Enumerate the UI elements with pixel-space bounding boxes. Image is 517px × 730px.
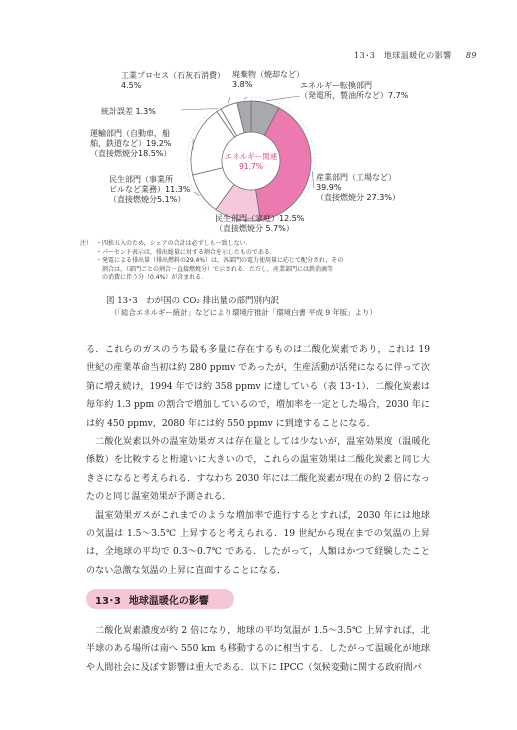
note-text: ・発電による排出量（排出燃料の29.4%）は，各部門の電力使用量に応じて配分され，その <box>96 257 344 265</box>
slice-label: 統計誤差 1.3% <box>101 107 156 116</box>
section-body <box>86 622 430 677</box>
note-text: 割合は，（部門ごとの割合－直接燃焼分）で示される．ただし，産業部門には鉄消滴等 <box>96 265 334 273</box>
slice-label: 運輸部門（自動車，船舶，鉄道など）19.2%（直接燃焼分18.5%） <box>90 129 172 158</box>
figure-source: （「総合エネルギー統計」などにより環境庁推計「環境白書 平成 9 年版」より） <box>110 308 377 317</box>
note-lead <box>80 249 96 258</box>
header-title: 13･3 地球温暖化の影響 <box>354 51 452 60</box>
note-line <box>80 249 480 258</box>
body-paragraph-1: る．これらのガスのうち最も多量に存在するものは二酸化炭素であり，これは 19 世紀の産業革命当初は約 280 ppmv であったが，生産活動が活発になるに伴って次第に増え続け，1994 年では約 358 ppmv に達している（表 13･1）．二酸化炭素は毎年約 1.3 ppm の割合で増加しているので，増加率を一定とした場合，2030 年には約 450 ppmv，2080 年には約 550 ppmv に到達することになる． <box>86 345 430 429</box>
body-paragraph-2: 二酸化炭素以外の温室効果ガスは存在量としては少ないが，温室効果度（温暖化係数）を比較すると桁違いに大きいので，これらの温室効果は二酸化炭素と同じ大きさになると考えられる．すなわち 2030 年には二酸化炭素が現在の約 2 倍になったのと同じ温室効果が予測される． <box>86 437 430 503</box>
body-paragraph-3: 温室効果ガスがこれまでのような増加率で進行するとすれば，2030 年には地球の気温は 1.5～3.5℃ 上昇すると考えられる．19 世紀から現在までの気温の上昇は，全地球の平均で 0.3～0.7℃ である．したがって，人類はかつて経験したことのない急激な気温の上昇に直面することになる． <box>86 510 430 576</box>
slice-label: 産業部門（工場など） 39.9%（直接燃焼分 27.3%） <box>316 173 400 202</box>
section-paragraph: 二酸化炭素濃度が約 2 倍になり，地球の平均気温が 1.5～3.5℃ 上昇すれば，北半球のある場所は南へ 550 km も移動するのに相当する．したがって温暖化が地球や人間社会に及ぼす影響は重大である．以下に IPCC（気候変動に関する政府間パ <box>86 626 430 673</box>
section-number: 13･3 <box>95 595 121 607</box>
note-text: の消費に伴う分（0.4%）が含まれる． <box>96 274 208 282</box>
note-line <box>80 240 480 249</box>
body-text <box>86 341 430 580</box>
page-number: 89 <box>465 51 477 60</box>
slice-label: 工業プロセス（石灰石消費） 4.5% <box>121 71 225 90</box>
figure-caption: 図 13･3 わが国の CO₂ 排出量の部門別内訳 <box>106 296 279 306</box>
slice-label: エネルギー転換部門（発電所，製油所など）7.7% <box>300 81 409 100</box>
section-heading <box>86 589 234 609</box>
note-lead: 注） <box>80 240 93 247</box>
leader-line <box>181 109 218 110</box>
slice-label: 廃棄物（焼却など） 3.8% <box>232 70 304 89</box>
note-text: ・パーセント表示は，排出総量に対する割合を示したものである． <box>96 248 276 256</box>
figure-notes <box>80 240 480 283</box>
co2-sector-donut-chart <box>0 0 517 240</box>
note-lead <box>80 266 96 275</box>
donut-center-label: エネルギー関連 91.7% <box>224 152 278 171</box>
note-line <box>80 257 480 266</box>
slice-label: 民生部門（家庭）12.5%（直接燃焼分 5.7%） <box>215 214 305 233</box>
slice-label: 民生部門（事業所ビルなど業務）11.3%（直接燃焼分5.1%） <box>109 175 191 204</box>
note-text: ・四捨五入のため，シェアの合計は必ずしも一致しない． <box>96 240 252 247</box>
leader-line <box>244 97 247 99</box>
section-title: 地球温暖化の影響 <box>128 595 209 607</box>
note-lead <box>80 274 96 283</box>
note-line <box>80 274 480 283</box>
note-lead <box>80 257 96 266</box>
leader-line <box>228 97 230 103</box>
